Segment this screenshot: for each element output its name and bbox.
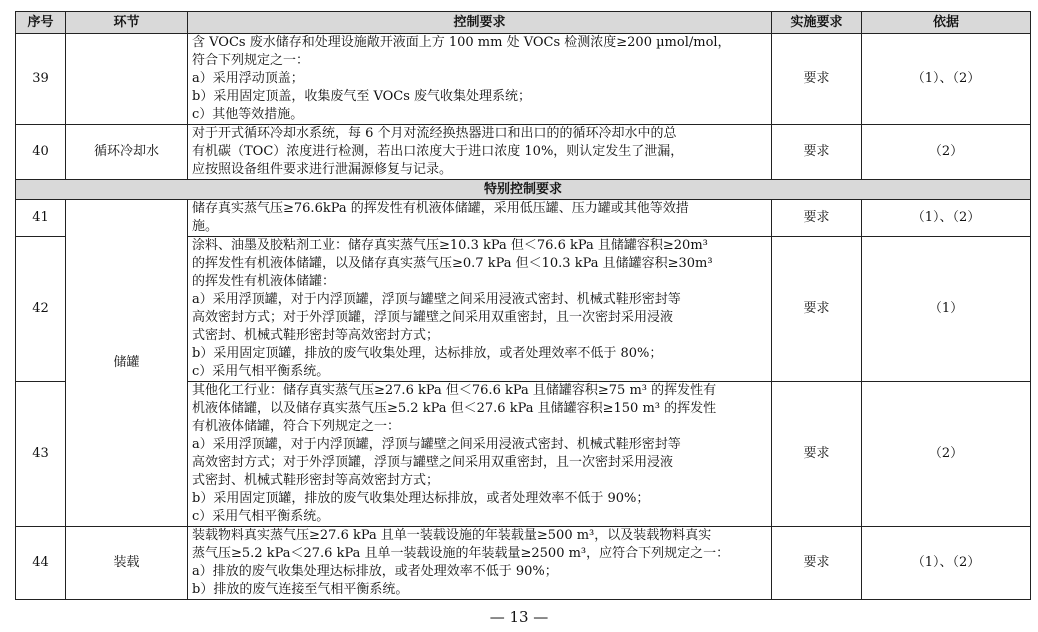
row-no: 39 — [16, 34, 66, 125]
row-stage — [66, 34, 188, 125]
requirement-line: b）采用固定顶盖，收集废气至 VOCs 废气收集处理系统； — [192, 89, 532, 104]
row-stage: 储罐 — [66, 200, 188, 527]
requirement-line: 应按照设备组件要求进行泄漏源修复与记录。 — [192, 162, 453, 177]
row-requirement — [188, 200, 772, 237]
requirement-line: 有机液体储罐，符合下列规定之一： — [192, 419, 401, 434]
requirement-line: 储存真实蒸气压≥76.6kPa 的挥发性有机液体储罐，采用低压罐、压力罐或其他等效措 — [192, 201, 689, 216]
requirement-line: c）其他等效措施。 — [192, 107, 304, 122]
row-requirement — [188, 125, 772, 180]
requirement-line: a）排放的废气收集处理达标排放，或者处理效率不低于 90%； — [192, 564, 558, 579]
row-basis: （1）、（2） — [862, 527, 1031, 600]
requirement-line: 涂料、油墨及胶粘剂工业：储存真实蒸气压≥10.3 kPa 但＜76.6 kPa 且储罐容积≥20m³ — [192, 238, 708, 253]
requirement-line: b）采用固定顶罐，排放的废气收集处理达标排放，或者处理效率不低于 90%； — [192, 491, 650, 506]
table-row — [16, 34, 1031, 125]
header-implementation: 实施要求 — [772, 12, 862, 34]
requirement-line: a）采用浮顶罐，对于内浮顶罐，浮顶与罐壁之间采用浸液式密封、机械式鞋形密封等 — [192, 437, 681, 452]
row-basis: （1） — [862, 237, 1031, 382]
row-implementation: 要求 — [772, 200, 862, 237]
row-no: 41 — [16, 200, 66, 237]
row-requirement — [188, 237, 772, 382]
row-implementation: 要求 — [772, 382, 862, 527]
requirement-line: 蒸气压≥5.2 kPa＜27.6 kPa 且单一装载设施的年装载量≥2500 m³，应符合下列规定之一： — [192, 546, 730, 561]
requirement-line: b）采用固定顶罐，排放的废气收集处理，达标排放，或者处理效率不低于 80%； — [192, 346, 663, 361]
requirement-line: a）采用浮顶罐，对于内浮顶罐，浮顶与罐壁之间采用浸液式密封、机械式鞋形密封等 — [192, 292, 681, 307]
row-no: 43 — [16, 382, 66, 527]
requirement-line: 施。 — [192, 219, 219, 234]
requirement-line: 装载物料真实蒸气压≥27.6 kPa 且单一装载设施的年装载量≥500 m³，以及装载物料真实 — [192, 528, 712, 543]
row-basis: （1）、（2） — [862, 34, 1031, 125]
header-no: 序号 — [16, 12, 66, 34]
requirement-line: 机液体储罐，以及储存真实蒸气压≥5.2 kPa 但＜27.6 kPa 且储罐容积≥150 m³ 的挥发性 — [192, 401, 717, 416]
table-row — [16, 125, 1031, 180]
row-implementation: 要求 — [772, 125, 862, 180]
requirement-line: 高效密封方式；对于外浮顶罐，浮顶与罐壁之间采用双重密封，且一次密封采用浸液 — [192, 310, 674, 325]
row-no: 44 — [16, 527, 66, 600]
table-header-row — [16, 12, 1031, 34]
requirement-line: b）排放的废气连接至气相平衡系统。 — [192, 582, 409, 597]
row-requirement — [188, 382, 772, 527]
requirement-line: a）采用浮动顶盖； — [192, 71, 304, 86]
page-number: — 13 — — [489, 608, 549, 626]
row-implementation: 要求 — [772, 527, 862, 600]
row-stage: 装载 — [66, 527, 188, 600]
row-no: 42 — [16, 237, 66, 382]
requirement-line: 符合下列规定之一： — [192, 53, 310, 68]
requirement-line: 式密封、机械式鞋形密封等高效密封方式； — [192, 473, 440, 488]
row-basis: （2） — [862, 125, 1031, 180]
row-basis: （1）、（2） — [862, 200, 1031, 237]
row-implementation: 要求 — [772, 237, 862, 382]
section-row — [16, 180, 1031, 200]
requirement-line: 含 VOCs 废水储存和处理设施敞开液面上方 100 mm 处 VOCs 检测浓度≥200 µmol/mol， — [192, 35, 731, 50]
requirement-line: 的挥发性有机液体储罐： — [192, 274, 336, 289]
row-basis: （2） — [862, 382, 1031, 527]
requirement-line: 其他化工行业：储存真实蒸气压≥27.6 kPa 但＜76.6 kPa 且储罐容积≥75 m³ 的挥发性有 — [192, 383, 717, 398]
header-stage: 环节 — [66, 12, 188, 34]
requirement-line: c）采用气相平衡系统。 — [192, 509, 330, 524]
section-title: 特别控制要求 — [16, 180, 1031, 200]
row-requirement — [188, 34, 772, 125]
row-requirement — [188, 527, 772, 600]
table-row — [16, 200, 1031, 237]
row-stage: 循环冷却水 — [66, 125, 188, 180]
header-basis: 依据 — [862, 12, 1031, 34]
table-row — [16, 527, 1031, 600]
document-page — [15, 11, 1030, 600]
requirement-line: 式密封、机械式鞋形密封等高效密封方式； — [192, 328, 440, 343]
requirement-line: 有机碳（TOC）浓度进行检测，若出口浓度大于进口浓度 10%，则认定发生了泄漏， — [192, 144, 684, 159]
header-requirement: 控制要求 — [188, 12, 772, 34]
control-requirements-table — [15, 11, 1031, 600]
requirement-line: 对于开式循环冷却水系统，每 6 个月对流经换热器进口和出口的的循环冷却水中的总 — [192, 126, 677, 141]
requirement-line: 的挥发性有机液体储罐，以及储存真实蒸气压≥0.7 kPa 但＜10.3 kPa 且储罐容积≥30m³ — [192, 256, 713, 271]
requirement-line: 高效密封方式；对于外浮顶罐，浮顶与罐壁之间采用双重密封，且一次密封采用浸液 — [192, 455, 674, 470]
row-implementation: 要求 — [772, 34, 862, 125]
row-no: 40 — [16, 125, 66, 180]
requirement-line: c）采用气相平衡系统。 — [192, 364, 330, 379]
